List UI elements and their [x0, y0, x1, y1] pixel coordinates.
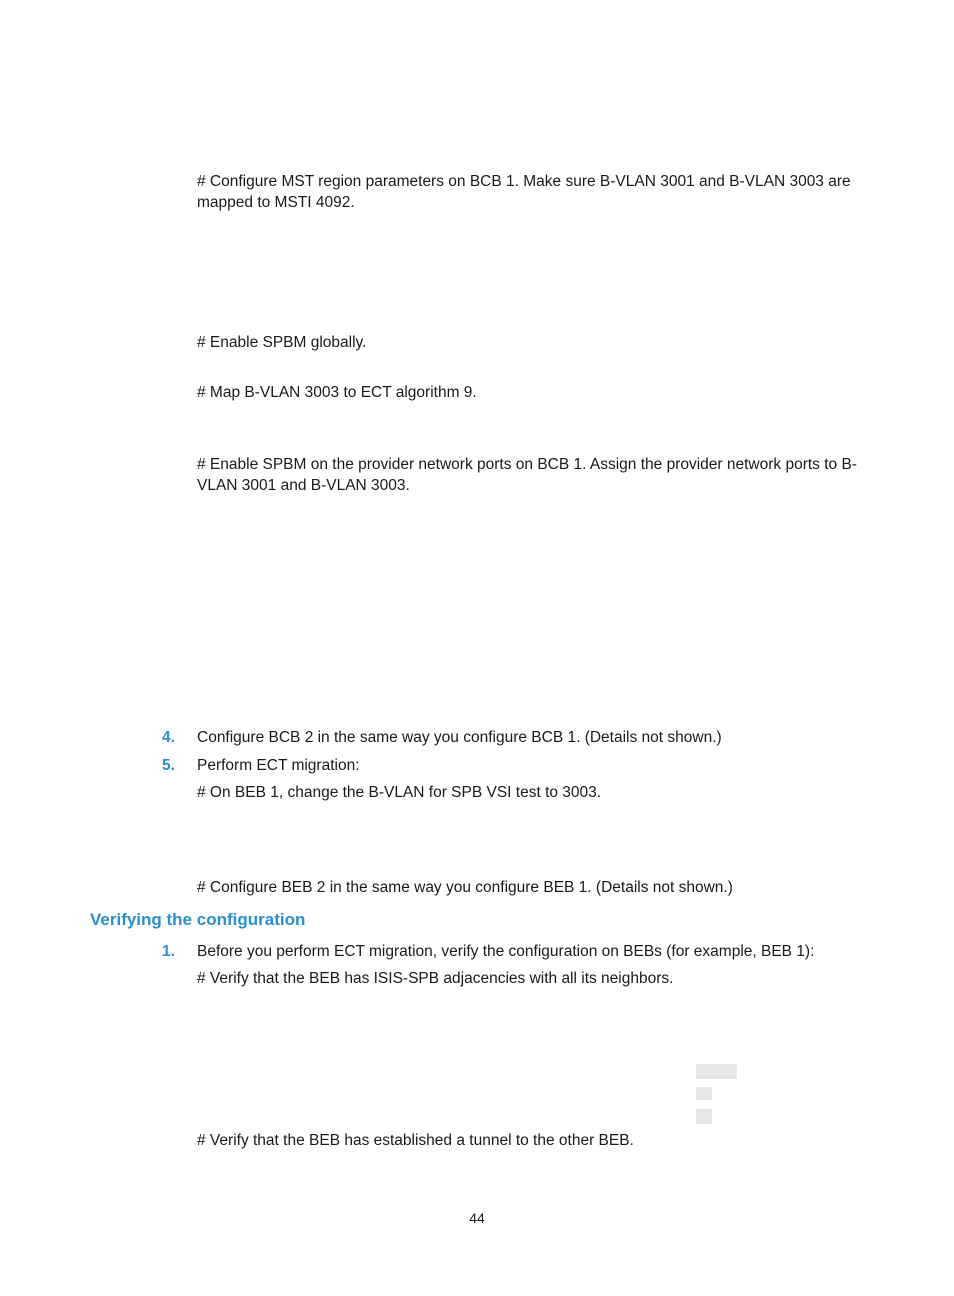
shading-block — [696, 1109, 712, 1124]
step-number: 5. — [162, 757, 175, 774]
paragraph-configure-beb2: # Configure BEB 2 in the same way you configure BEB 1. (Details not shown.) — [197, 879, 733, 896]
paragraph-verify-adjacencies: # Verify that the BEB has ISIS-SPB adjacencies with all its neighbors. — [197, 970, 674, 987]
step-number: 1. — [162, 943, 175, 960]
step-text: Perform ECT migration: — [197, 757, 360, 774]
page-number: 44 — [469, 1210, 485, 1226]
shading-block — [696, 1064, 737, 1079]
section-heading: Verifying the configuration — [90, 910, 306, 929]
paragraph-map-bvlan: # Map B-VLAN 3003 to ECT algorithm 9. — [197, 384, 477, 401]
paragraph-enable-spbm: # Enable SPBM globally. — [197, 334, 367, 351]
step-text: Configure BCB 2 in the same way you configure BCB 1. (Details not shown.) — [197, 729, 722, 746]
step-text: Before you perform ECT migration, verify the configuration on BEBs (for example, BEB 1): — [197, 943, 815, 960]
shading-block — [696, 1087, 712, 1100]
paragraph-verify-tunnel: # Verify that the BEB has established a tunnel to the other BEB. — [197, 1132, 634, 1149]
paragraph-change-bvlan: # On BEB 1, change the B-VLAN for SPB VSI test to 3003. — [197, 784, 602, 801]
paragraph-mst-region: # Configure MST region parameters on BCB 1. Make sure B-VLAN 3001 and B-VLAN 3003 are mapped to MSTI 4092. — [197, 173, 851, 211]
paragraph-enable-spbm-ports: # Enable SPBM on the provider network ports on BCB 1. Assign the provider network ports to B-VLAN 3001 and B-VLAN 3003. — [197, 456, 857, 494]
step-number: 4. — [162, 729, 175, 746]
